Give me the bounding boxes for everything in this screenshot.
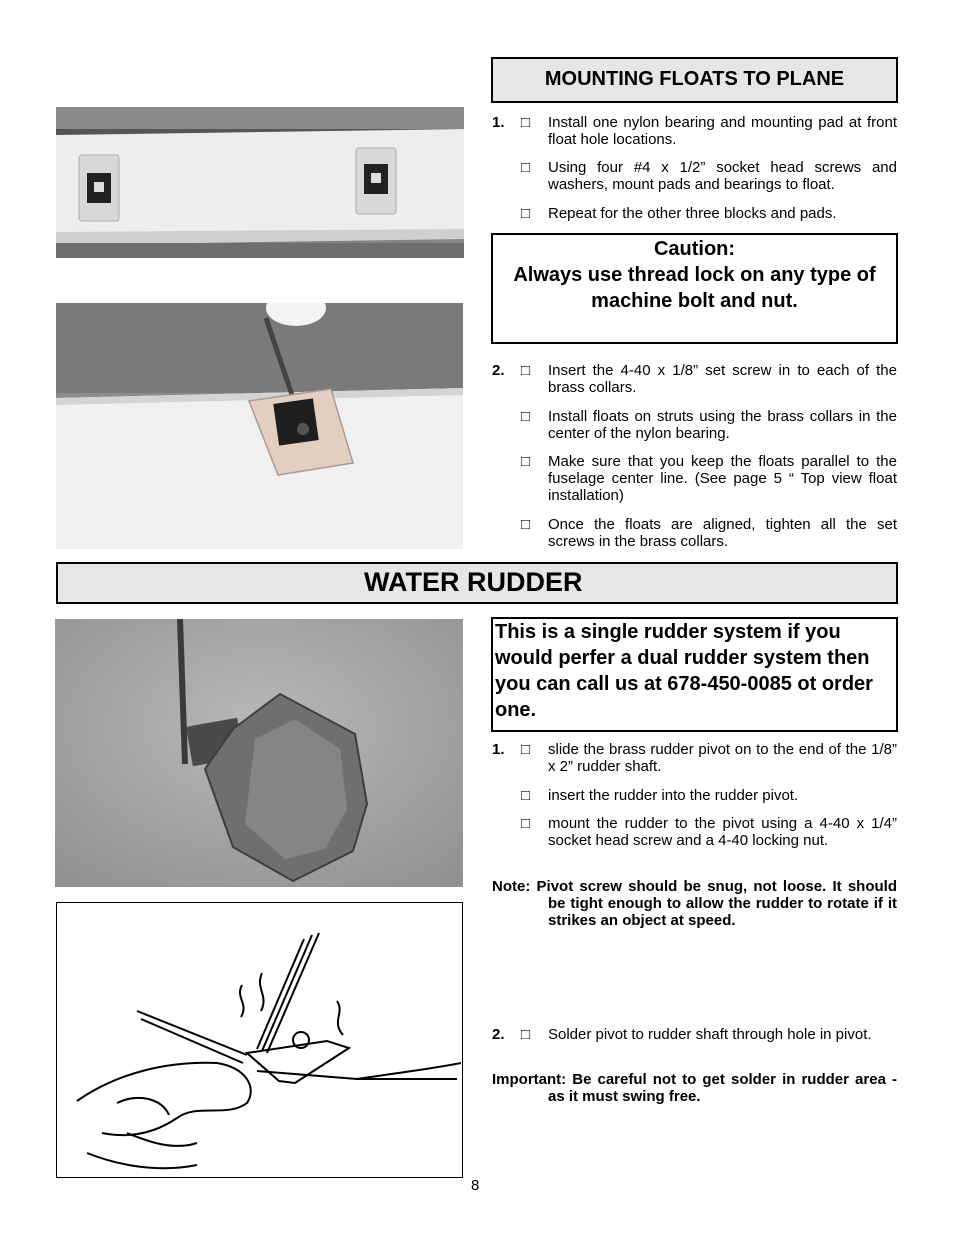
float-step-2c: □ Make sure that you keep the floats parallel to the fuselage center line. (See page 5 “ Top view float installation): [521, 453, 897, 504]
checkbox-icon[interactable]: □: [521, 787, 531, 804]
checkbox-icon[interactable]: □: [521, 114, 531, 131]
checkbox-icon[interactable]: □: [521, 408, 531, 425]
checkbox-icon[interactable]: □: [521, 362, 531, 379]
page-number: 8: [471, 1177, 480, 1194]
rudder-step-1b: □ insert the rudder into the rudder pivot.: [521, 787, 799, 804]
float-step-2d: □ Once the floats are aligned, tighten all the set screws in the brass collars.: [521, 516, 897, 550]
solder-pivot-drawing: [56, 902, 463, 1178]
dual-rudder-callout: This is a single rudder system if you would perfer a dual rudder system then you can call us at 678-450-0085 ot order one.: [491, 617, 898, 732]
float-step-1c: □ Repeat for the other three blocks and pads.: [521, 205, 837, 222]
checkbox-icon[interactable]: □: [521, 741, 531, 758]
water-rudder-photo: [55, 619, 463, 887]
caution-box: [491, 233, 898, 344]
caution-text: Always use thread lock on any type of machine bolt and nut.: [513, 264, 876, 312]
checkbox-icon[interactable]: □: [521, 815, 531, 832]
float-step-2b: □ Install floats on struts using the brass collars in the center of the nylon bearing.: [521, 408, 897, 442]
caution-title: Caution:: [653, 238, 736, 260]
solder-important-note: Important: Be careful not to get solder in rudder area - as it must swing free.: [492, 1071, 897, 1105]
checkbox-icon[interactable]: □: [521, 516, 531, 533]
pivot-note: Note: Pivot screw should be snug, not loose. It should be tight enough to allow the rudder to rotate if it strikes an object at speed.: [492, 878, 897, 929]
mounting-floats-heading: MOUNTING FLOATS TO PLANE: [491, 57, 898, 103]
float-step-1b: □ Using four #4 x 1/2” socket head screws and washers, mount pads and bearings to float.: [521, 159, 897, 193]
checkbox-icon[interactable]: □: [521, 159, 531, 176]
water-rudder-heading: WATER RUDDER: [56, 562, 898, 604]
float-pads-photo: [56, 107, 464, 258]
float-step-2a: 2. □ Insert the 4-40 x 1/8” set screw in to each of the brass collars.: [492, 362, 897, 396]
rudder-step-1a: 1. □ slide the brass rudder pivot on to the end of the 1/8” x 2” rudder shaft.: [492, 741, 897, 775]
rudder-step-1c: □ mount the rudder to the pivot using a 4-40 x 1/4” socket head screw and a 4-40 locking nut.: [521, 815, 897, 849]
checkbox-icon[interactable]: □: [521, 453, 531, 470]
rudder-step-2: 2. □ Solder pivot to rudder shaft through hole in pivot.: [492, 1026, 872, 1043]
checkbox-icon[interactable]: □: [521, 205, 531, 222]
set-screw-photo: [56, 303, 463, 549]
float-step-1a: 1. □ Install one nylon bearing and mounting pad at front float hole locations.: [492, 114, 897, 148]
checkbox-icon[interactable]: □: [521, 1026, 531, 1043]
